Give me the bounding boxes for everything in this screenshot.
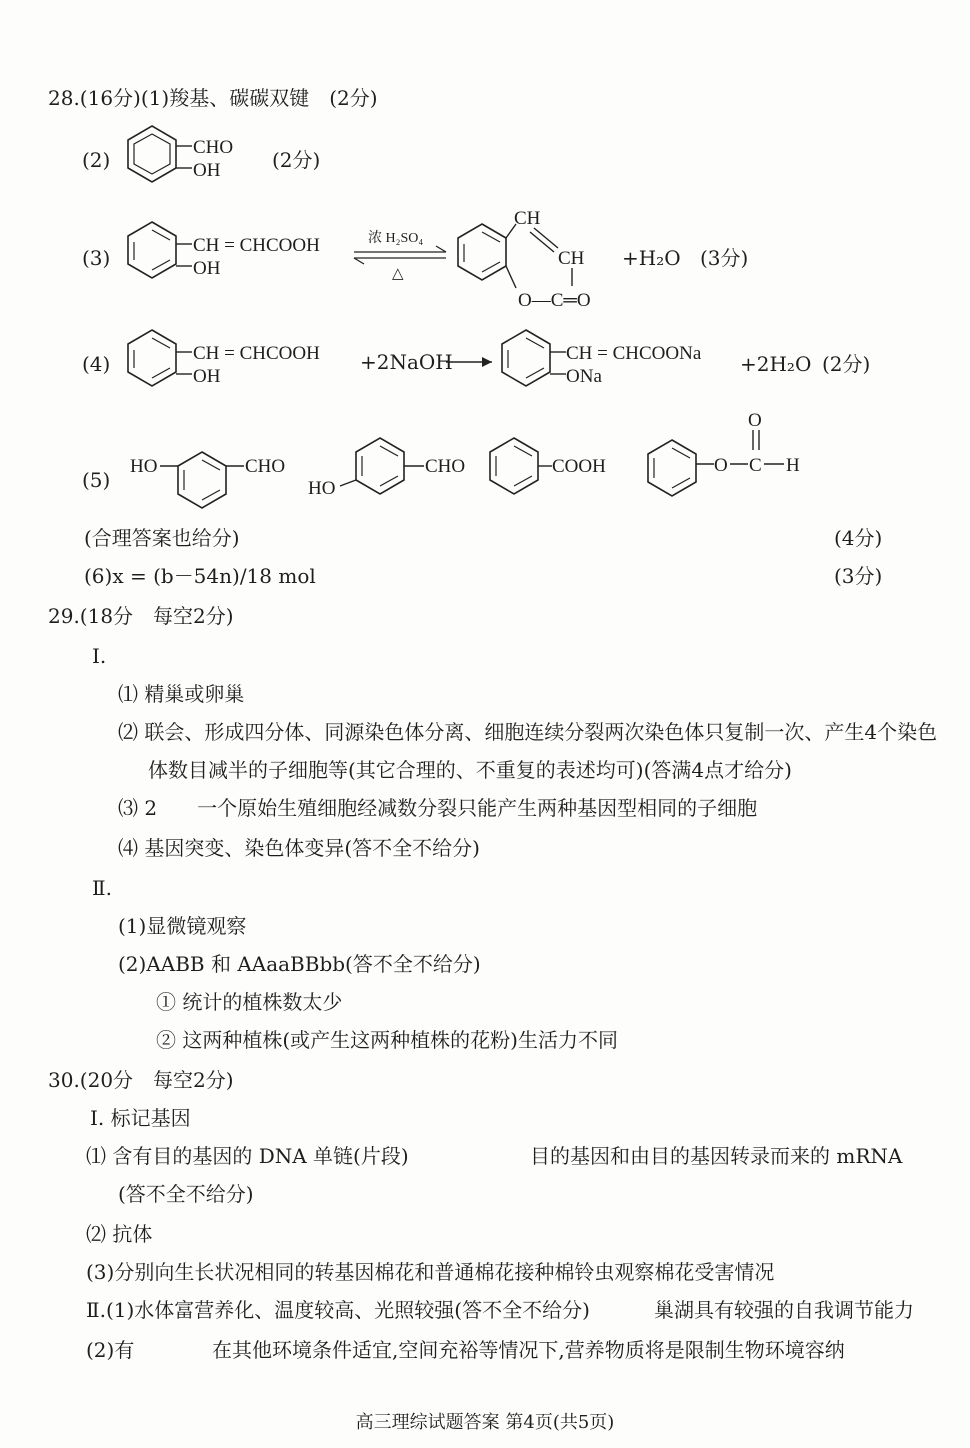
product-formula: CH = CHCOONa	[566, 343, 702, 364]
q29-line3: ⑶ 2 一个原始生殖细胞经减数分裂只能产生两种基因型相同的子细胞	[118, 796, 758, 820]
condition-top: 浓 H₂SO₄	[368, 231, 424, 246]
q28-part4-score: (2分)	[822, 352, 871, 376]
reagent-formula: CH = CHCOOH	[193, 235, 320, 256]
svg-text:O: O	[748, 410, 762, 431]
phenyl-formate	[644, 404, 824, 514]
svg-text:HO: HO	[130, 456, 158, 477]
reagent-formula: CH = CHCOOH	[193, 343, 320, 364]
q29-line1: ⑴ 精巢或卵巢	[118, 682, 245, 706]
salicylaldehyde-structure	[120, 124, 250, 194]
q30-heading: 30.(20分 每空2分)	[48, 1068, 234, 1092]
reaction-arrow	[444, 352, 496, 372]
ch-group: CH	[558, 248, 585, 269]
q28-part4-naoh: +2NaOH	[360, 350, 453, 374]
svg-text:CHO: CHO	[425, 456, 466, 477]
q29-sub1: (1)显微镜观察	[118, 914, 247, 938]
sodium-salt-structure	[494, 326, 734, 396]
q29-line2b: 体数目减半的子细胞等(其它合理的、不重复的表述均可)(答满4点才给分)	[148, 758, 792, 782]
ona-group: ONa	[566, 366, 602, 387]
q28-part3-label: (3)	[82, 246, 111, 270]
q28-part2-label: (2)	[82, 148, 111, 172]
q30-line4a: Ⅱ.(1)水体富营养化、温度较高、光照较强(答不全不给分)	[86, 1298, 590, 1322]
q28-part4-label: (4)	[82, 352, 111, 376]
condition-bottom: △	[392, 266, 404, 282]
q29-sub3: ① 统计的植株数太少	[156, 990, 343, 1014]
q29-heading: 29.(18分 每空2分)	[48, 604, 234, 628]
ester-group: O—C═O	[518, 290, 591, 311]
q28-part6: (6)x = (b－54n)/18 mol	[84, 564, 316, 588]
q28-note-score: (4分)	[834, 526, 883, 550]
q29-section2: Ⅱ.	[92, 876, 112, 900]
cho-group: CHO	[193, 137, 234, 158]
coumaric-acid-structure	[120, 218, 350, 288]
q30-line4b: 巢湖具有较强的自我调节能力	[654, 1298, 914, 1322]
q30-line1a: ⑴ 含有目的基因的 DNA 单链(片段)	[86, 1144, 409, 1168]
coumarin-structure	[448, 204, 628, 312]
oh-group: OH	[193, 366, 221, 387]
q30-line5a: (2)有	[86, 1338, 135, 1362]
q30-line5b: 在其他环境条件适宜,空间充裕等情况下,营养物质将是限制生物环境容纳	[212, 1338, 845, 1362]
q28-part3-score: (3分)	[700, 246, 749, 270]
coumaric-acid-structure	[120, 326, 350, 396]
q29-section1: Ⅰ.	[92, 644, 107, 668]
svg-text:O: O	[714, 455, 728, 476]
equilibrium-arrow	[350, 226, 450, 286]
ch-group: CH	[514, 208, 541, 229]
benzoic-acid	[484, 434, 624, 510]
svg-text:H: H	[786, 455, 800, 476]
q28-part5-label: (5)	[82, 468, 111, 492]
q28-note: (合理答案也给分)	[84, 526, 240, 550]
svg-text:COOH: COOH	[552, 456, 606, 477]
q29-line2a: ⑵ 联会、形成四分体、同源染色体分离、细胞连续分裂两次染色体只复制一次、产生4个染色	[118, 720, 938, 744]
q30-line2: ⑵ 抗体	[86, 1222, 153, 1246]
q28-part4-water: +2H₂O	[740, 352, 812, 376]
para-hydroxybenzaldehyde	[306, 434, 476, 510]
q28-heading: 28.(16分)(1)羧基、碳碳双键 (2分)	[48, 86, 378, 110]
q29-line4: ⑷ 基因突变、染色体变异(答不全不给分)	[118, 836, 480, 860]
meta-hydroxybenzaldehyde	[128, 434, 298, 514]
q30-section1: Ⅰ. 标记基因	[90, 1106, 191, 1130]
oh-group: OH	[193, 160, 221, 181]
svg-text:CHO: CHO	[245, 456, 286, 477]
q28-part3-water: +H₂O	[622, 246, 681, 270]
oh-group: OH	[193, 258, 221, 279]
q28-part6-score: (3分)	[834, 564, 883, 588]
svg-text:HO: HO	[308, 478, 336, 499]
q29-sub4: ② 这两种植株(或产生这两种植株的花粉)生活力不同	[156, 1028, 618, 1052]
q30-line3: (3)分别向生长状况相同的转基因棉花和普通棉花接种棉铃虫观察棉花受害情况	[86, 1260, 775, 1284]
svg-text:C: C	[749, 455, 762, 476]
q30-line1b: 目的基因和由目的基因转录而来的 mRNA	[530, 1144, 903, 1168]
q28-part2-score: (2分)	[272, 148, 321, 172]
page-footer: 高三理综试题答案 第4页(共5页)	[355, 1412, 615, 1433]
q30-line1c: (答不全不给分)	[118, 1182, 254, 1206]
q29-sub2: (2)AABB 和 AAaaBBbb(答不全不给分)	[118, 952, 481, 976]
